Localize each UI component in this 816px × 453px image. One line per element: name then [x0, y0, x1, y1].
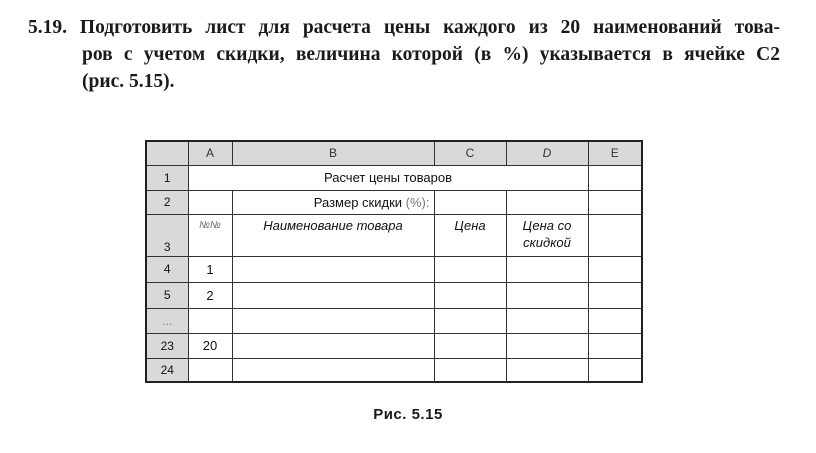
- cell-b4: [232, 256, 434, 282]
- cell-c23: [434, 333, 506, 358]
- table-row: [146, 282, 642, 308]
- spreadsheet-figure: [145, 140, 643, 383]
- problem-line-2: ров с учетом скидки, величина которой (в %) указывается в ячейке C2: [82, 44, 780, 65]
- discounted-price-header: [506, 214, 588, 256]
- cell-c5: [434, 282, 506, 308]
- row-header-5: 5: [146, 282, 188, 308]
- table-row: [146, 190, 642, 214]
- cell-c4: [434, 256, 506, 282]
- table-row: [146, 214, 642, 256]
- cell-d5: [506, 282, 588, 308]
- table-row: [146, 358, 642, 382]
- cell-e5: [588, 282, 642, 308]
- row-header-2: 2: [146, 190, 188, 214]
- cell-e1: [588, 165, 642, 190]
- cell-c24: [434, 358, 506, 382]
- discount-label: Размер скидки: [313, 194, 406, 210]
- discounted-price-line-1: Цена со: [522, 217, 572, 233]
- table-row: [146, 165, 642, 190]
- cell-b23: [232, 333, 434, 358]
- discount-label-cell: [232, 190, 434, 214]
- column-header-c: C: [434, 141, 506, 165]
- cell-a24: [188, 358, 232, 382]
- cell-b-ellipsis: [232, 308, 434, 333]
- column-header-a: A: [188, 141, 232, 165]
- cell-b24: [232, 358, 434, 382]
- cell-c-ellipsis: [434, 308, 506, 333]
- row-header-4: 4: [146, 256, 188, 282]
- column-header-b: B: [232, 141, 434, 165]
- cell-d-ellipsis: [506, 308, 588, 333]
- cell-e4: [588, 256, 642, 282]
- column-header-d: D: [506, 141, 588, 165]
- problem-line-3: (рис. 5.15).: [82, 71, 175, 92]
- discounted-price-line-2: скидкой: [523, 234, 571, 250]
- problem-line-1: 5.19. Подготовить лист для расчета цены каждого из 20 наименований това-: [28, 17, 780, 38]
- cell-b5: [232, 282, 434, 308]
- row-header-1: 1: [146, 165, 188, 190]
- number-column-header: №№: [188, 214, 232, 256]
- column-header-e: E: [588, 141, 642, 165]
- cell-e-ellipsis: [588, 308, 642, 333]
- cell-e23: [588, 333, 642, 358]
- cell-d23: [506, 333, 588, 358]
- item-number: 2: [188, 282, 232, 308]
- row-header-3: 3: [146, 214, 188, 256]
- cell-e24: [588, 358, 642, 382]
- sheet-title-cell: Расчет цены товаров: [188, 165, 588, 190]
- product-name-header: Наименование товара: [232, 214, 434, 256]
- figure-caption: Рис. 5.15: [373, 406, 443, 423]
- item-number: 20: [188, 333, 232, 358]
- item-number: 1: [188, 256, 232, 282]
- cell-d4: [506, 256, 588, 282]
- price-header: Цена: [434, 214, 506, 256]
- table-row: [146, 333, 642, 358]
- table-row: [146, 308, 642, 333]
- cell-d2: [506, 190, 588, 214]
- cell-a2: [188, 190, 232, 214]
- discount-value-cell: [434, 190, 506, 214]
- cell-d24: [506, 358, 588, 382]
- corner-cell: [146, 141, 188, 165]
- problem-text: [28, 14, 780, 95]
- cell-a-ellipsis: [188, 308, 232, 333]
- row-header-24: 24: [146, 358, 188, 382]
- row-header-ellipsis: ...: [146, 308, 188, 333]
- row-header-23: 23: [146, 333, 188, 358]
- cell-e3: [588, 214, 642, 256]
- table-row: [146, 256, 642, 282]
- cell-e2: [588, 190, 642, 214]
- discount-unit: (%):: [405, 194, 430, 210]
- column-header-row: [146, 141, 642, 165]
